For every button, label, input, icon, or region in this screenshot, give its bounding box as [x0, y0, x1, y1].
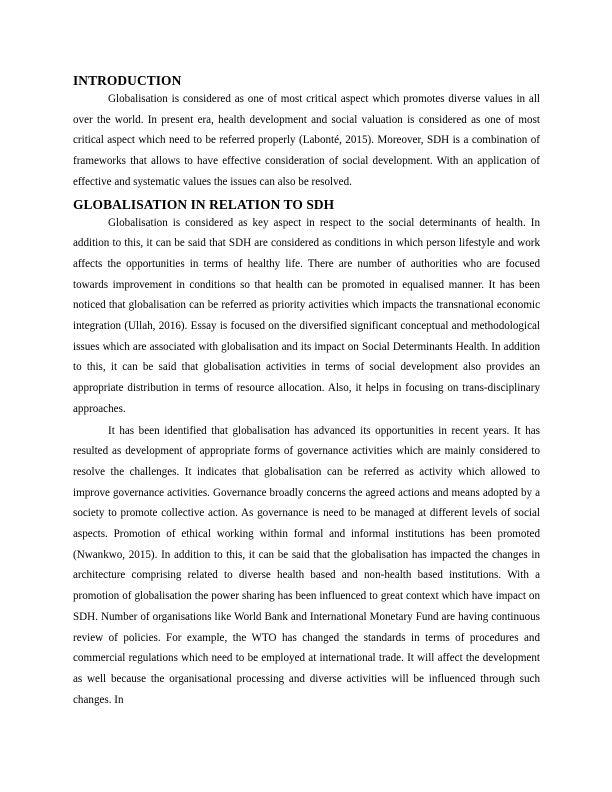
paragraph-globalisation-2: It has been identified that globalisation has advanced its opportunities in recent years. It has resulted as development of appropriate forms of governance activities which are mainly considered to resolve the challenges. It indicates that globalisation can be referred as activity which allowed to improve governance activities. Governance broadly concerns the agreed actions and means adopted by a society to promote collective action. As governance is need to be managed at different levels of social aspects. Promotion of ethical working within formal and informal institutions has been promoted (Nwankwo, 2015). In addition to this, it can be said that the globalisation has impacted the changes in architecture comprising related to diverse health based and non-health based institutions. With a promotion of globalisation the power sharing has been influenced to great context which have impact on SDH. Number of organisations like World Bank and International Monetary Fund are having continuous review of policies. For example, the WTO has changed the standards in terms of procedures and commercial regulations which need to be employed at international trade. It will affect the development as well because the organisational processing and diverse activities will be influenced through such changes. In [73, 424, 540, 706]
paragraph-introduction: Globalisation is considered as one of most critical aspect which promotes diverse values in all over the world. In present era, health development and social valuation is considered as one of most critical aspect which need to be referred properly (Labonté, 2015). Moreover, SDH is a combination of frameworks that allows to have effective consideration of social development. With an application of effective and systematic values the issues can also be resolved. [73, 93, 540, 188]
section-heading-globalisation-sdh: GLOBALISATION IN RELATION TO SDH [73, 196, 335, 212]
paragraph-globalisation-1: Globalisation is considered as key aspect in respect to the social determinants of health. In addition to this, it can be said that SDH are considered as conditions in which person lifestyle and work affects the opportunities in terms of healthy life. There are number of authorities who are focused towards improvement in conditions so that health can be promoted in equalised manner. It has been noticed that globalisation can be referred as priority activities which impacts the transnational economic integration (Ullah, 2016). Essay is focused on the diversified significant conceptual and methodological issues which are associated with globalisation and its impact on Social Determinants Health. In addition to this, it can be said that globalisation activities in terms of social development also provides an appropriate distribution in terms of resource allocation. Also, it helps in focusing on trans-disciplinary approaches. [73, 216, 540, 415]
page-content [73, 72, 540, 710]
section-heading-introduction: INTRODUCTION [73, 73, 182, 88]
